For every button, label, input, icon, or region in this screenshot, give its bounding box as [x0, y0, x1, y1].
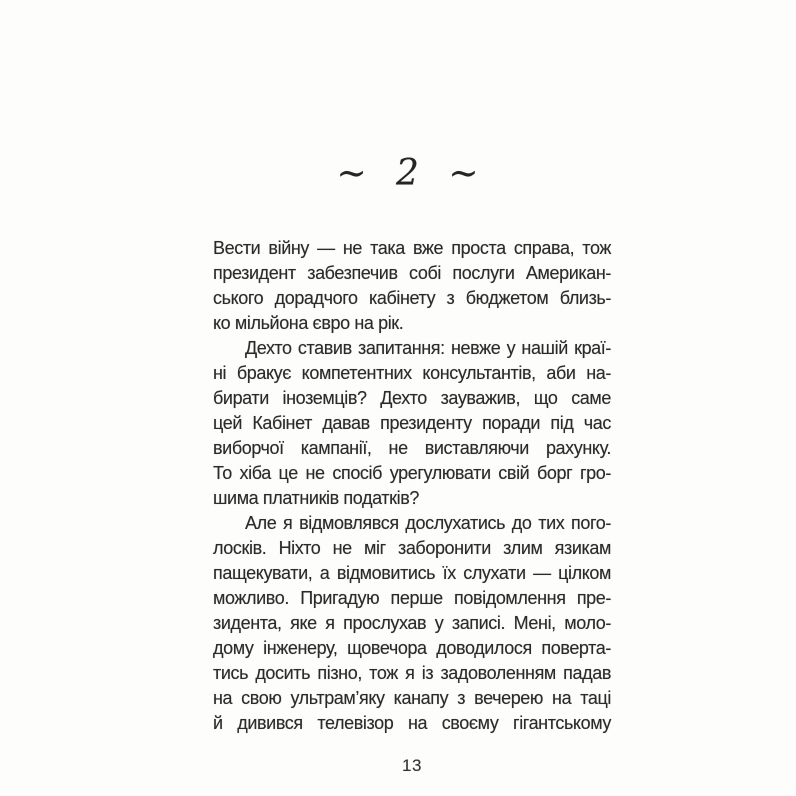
- text-line: й дивився телевізор на своєму гігантському: [213, 713, 611, 733]
- text-line: Вести війну — не така вже проста справа, тож: [213, 238, 611, 258]
- text-line: можливо. Пригадую перше повідомлення пре-: [213, 588, 611, 608]
- text-line: цей Кабінет давав президенту поради під час: [213, 413, 611, 433]
- paragraph: [213, 236, 611, 336]
- text-line: Дехто ставив запитання: невже у нашій краї-: [245, 338, 611, 358]
- page-number: 13: [402, 756, 422, 775]
- text-line: виборчої кампанії, не виставляючи рахунку.: [213, 438, 611, 458]
- text-line: на свою ультрам’яку канапу з вечерею на таці: [213, 688, 611, 708]
- paragraph: [213, 336, 611, 511]
- text-line: Але я відмовлявся дослухатись до тих пого-: [245, 513, 611, 533]
- text-line: ні бракує компетентних консультантів, аби на-: [213, 363, 611, 383]
- text-line: дому інженеру, щовечора доводилося поверта-: [213, 638, 611, 658]
- text-line: зидента, яке я прослухав у записі. Мені, моло-: [213, 613, 611, 633]
- chapter-heading: ~ 2 ~: [336, 153, 488, 194]
- text-line: ко мільйона євро на рік.: [213, 313, 404, 333]
- paragraph: [213, 511, 611, 736]
- text-line: бирати іноземців? Дехто зауважив, що саме: [213, 388, 611, 408]
- text-line: лосків. Ніхто не міг заборонити злим язикам: [213, 538, 611, 558]
- text-line: пащекувати, а відмовитись їх слухати — цілком: [213, 563, 611, 583]
- text-line: шима платників податків?: [213, 488, 419, 508]
- text-block: [213, 236, 611, 736]
- text-line: ського дорадчого кабінету з бюджетом близь-: [213, 288, 611, 308]
- text-line: президент забезпечив собі послуги Американ-: [213, 263, 611, 283]
- text-line: тись досить пізно, тож я із задоволенням падав: [213, 663, 611, 683]
- text-line: То хіба це не спосіб урегулювати свій борг гро-: [213, 463, 611, 483]
